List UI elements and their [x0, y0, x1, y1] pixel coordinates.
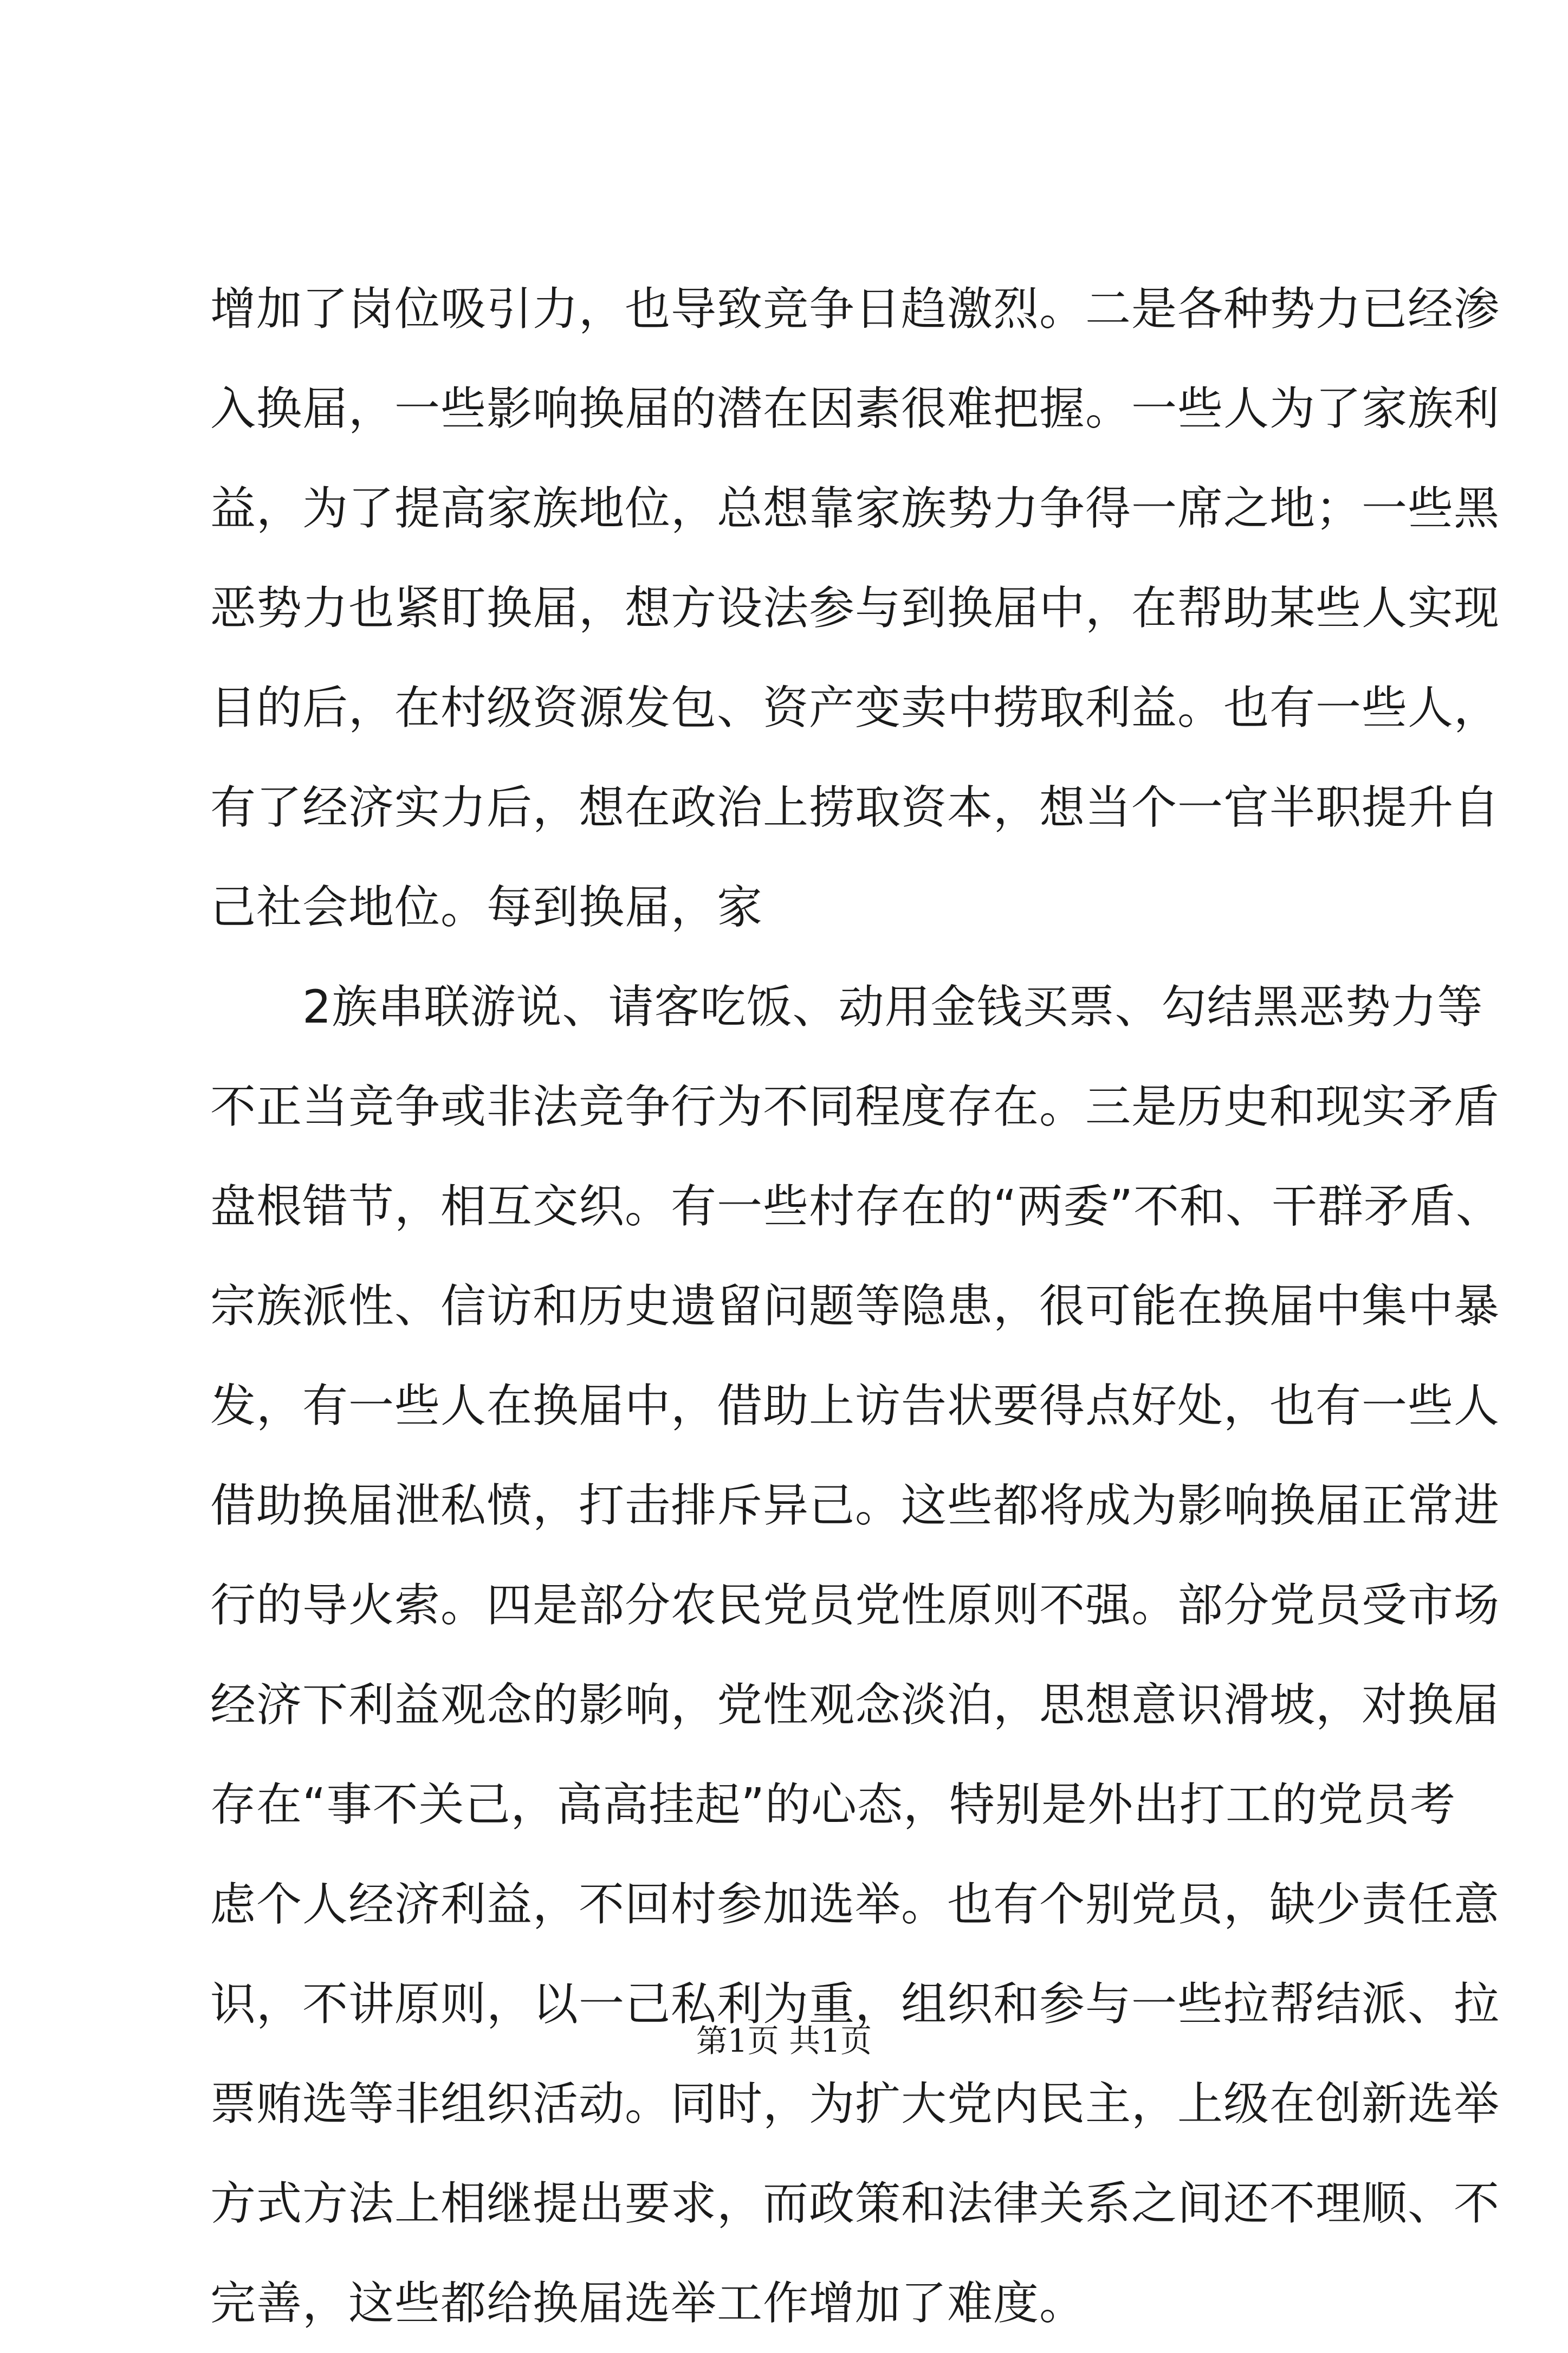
text-line: 增加了岗位吸引力，也导致竞争日趋激烈。二是各种势力已经渗	[210, 282, 1500, 335]
text-line: 识，不讲原则，以一己私利为重，组织和参与一些拉帮结派、拉	[210, 1977, 1500, 2031]
text-line: 经济下利益观念的影响，党性观念淡泊，思想意识滑坡，对换届	[210, 1678, 1500, 1731]
text-line: 入换届，一些影响换届的潜在因素很难把握。一些人为了家族利	[210, 382, 1500, 435]
text-line: 完善，这些都给换届选举工作增加了难度。	[210, 2277, 1086, 2330]
text-line: 益，为了提高家族地位，总想靠家族势力争得一席之地；一些黑	[210, 482, 1500, 535]
text-line: 盘根错节，相互交织。有一些村存在的“两委”不和、干群矛盾、	[210, 1180, 1502, 1233]
text-line: 存在“事不关己，高高挂起”的心态，特别是外出打工的党员考	[210, 1778, 1456, 1831]
text-line: 虑个人经济利益，不回村参加选举。也有个别党员，缺少责任意	[210, 1878, 1500, 1931]
text-line: 发，有一些人在换届中，借助上访告状要得点好处，也有一些人	[210, 1379, 1500, 1432]
text-line: 恶势力也紧盯换届，想方设法参与到换届中，在帮助某些人实现	[210, 581, 1500, 635]
text-line: 方式方法上相继提出要求，而政策和法律关系之间还不理顺、不	[210, 2177, 1500, 2230]
text-line: 借助换届泄私愤，打击排斥异己。这些都将成为影响换届正常进	[210, 1479, 1500, 1532]
text-line: 己社会地位。每到换届，家	[210, 881, 763, 934]
text-line: 目的后，在村级资源发包、资产变卖中捞取利益。也有一些人，	[210, 681, 1500, 734]
text-line: 行的导火索。四是部分农民党员党性原则不强。部分党员受市场	[210, 1579, 1500, 1632]
text-line: 有了经济实力后，想在政治上捞取资本，想当个一官半职提升自	[210, 781, 1500, 834]
text-line: 不正当竞争或非法竞争行为不同程度存在。三是历史和现实矛盾	[210, 1080, 1500, 1133]
text-line: 宗族派性、信访和历史遗留问题等隐患，很可能在换届中集中暴	[210, 1279, 1500, 1333]
text-line: 票贿选等非组织活动。同时，为扩大党内民主，上级在创新选举	[210, 2077, 1500, 2130]
page-footer: 第1页 共1页	[696, 2022, 872, 2059]
text-line: 2族串联游说、请客吃饭、动用金钱买票、勾结黑恶势力等	[302, 980, 1483, 1033]
